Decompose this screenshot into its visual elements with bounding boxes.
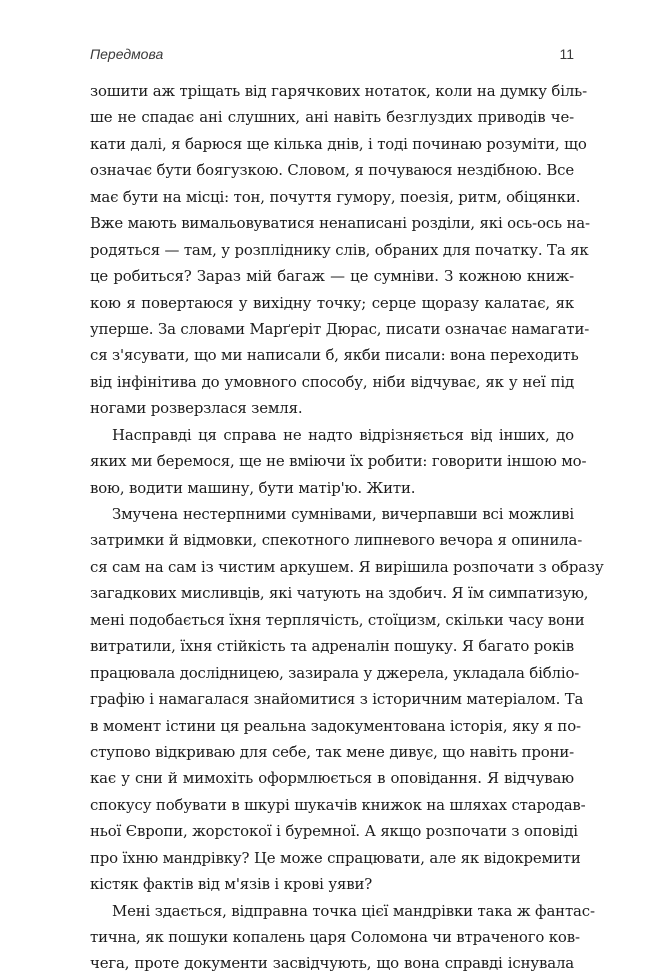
page-number: 11	[559, 46, 574, 62]
text-line: має бути на місці: тон, почуття гумору, поезія, ритм, обіцянки.	[90, 187, 581, 206]
text-line: витратили, їхня стійкість та адреналін пошуку. Я багато років	[90, 637, 574, 656]
text-line: чега, проте документи засвідчують, що вона справді існувала	[90, 954, 574, 973]
text-line: родяться — там, у розпліднику слів, обраних для початку. Та як	[90, 240, 589, 259]
text-line: про їхню мандрівку? Це може спрацювати, але як відокремити	[90, 848, 581, 867]
body-text	[90, 78, 604, 977]
text-line: Вже мають вимальовуватися ненаписані розділи, які ось-ось на-	[90, 214, 590, 233]
text-line: ньої Європи, жорстокої і буремної. А якщо розпочати з оповіді	[90, 822, 578, 841]
text-line: кати далі, я барюся ще кілька днів, і тоді починаю розуміти, що	[90, 134, 587, 153]
text-line: працювала дослідницею, зазирала у джерела, укладала бібліо-	[90, 663, 580, 682]
paragraph	[90, 78, 590, 422]
text-line: Мені здається, відправна точка цієї мандрівки така ж фантас-	[112, 901, 595, 920]
text-line: яких ми беремося, ще не вміючи їх робити: говорити іншою мо-	[90, 452, 587, 471]
text-line: ногами розверзлася земля.	[90, 399, 303, 418]
text-line: означає бути боягузкою. Словом, я почуваюся нездібною. Все	[90, 161, 575, 180]
text-line: зошити аж тріщать від гарячкових нотаток, коли на думку біль-	[90, 82, 587, 100]
text-line: вою, водити машину, бути матір'ю. Жити.	[90, 478, 416, 497]
text-line: уперше. За словами Марґеріт Дюрас, писати означає намагати-	[90, 319, 590, 338]
text-line: в момент істини ця реальна задокументована історія, яку я по-	[90, 716, 581, 735]
text-line: Змучена нестерпними сумнівами, вичерпавши всі можливі	[112, 505, 574, 523]
text-line: ступово відкриваю для себе, так мене дивує, що навіть прони-	[90, 742, 574, 761]
paragraph	[90, 898, 595, 977]
text-line: від інфінітива до умовного способу, ніби відчуває, як у неї під	[90, 372, 574, 391]
text-line: кає у сни й мимохіть оформлюється в оповідання. Я відчуваю	[90, 769, 574, 788]
text-line: кістяк фактів від м'язів і крові уяви?	[90, 875, 373, 894]
text-line: ше не спадає ані слушних, ані навіть безглуздих приводів че-	[90, 108, 574, 127]
text-line: кою я повертаюся у вихідну точку; серце щоразу калатає, як	[90, 293, 574, 312]
text-line: загадкових мисливців, які чатують на здобич. Я їм симпатизую,	[90, 584, 589, 603]
text-line: мені подобається їхня терплячість, стоїцизм, скільки часу вони	[90, 610, 585, 629]
text-line: ся сам на сам із чистим аркушем. Я вирішила розпочати з образу	[90, 557, 604, 576]
text-line: затримки й відмовки, спекотного липневого вечора я опинила-	[90, 531, 583, 550]
text-line: ся з'ясувати, що ми написали б, якби писали: вона переходить	[90, 346, 579, 365]
text-line: це робиться? Зараз мій багаж — це сумніви. З кожною книж-	[90, 267, 574, 286]
paragraph	[90, 501, 604, 898]
text-line: графію і намагалася знайомитися з історичним матеріалом. Та	[90, 690, 584, 709]
running-head-title: Передмова	[90, 46, 164, 62]
text-line: спокусу побувати в шкурі шукачів книжок на шляхах стародав-	[90, 795, 586, 814]
text-line: Насправді ця справа не надто відрізняється від інших, до	[112, 425, 574, 444]
text-line: тична, як пошуки копалень царя Соломона чи втраченого ков-	[90, 928, 580, 946]
paragraph	[90, 422, 587, 501]
